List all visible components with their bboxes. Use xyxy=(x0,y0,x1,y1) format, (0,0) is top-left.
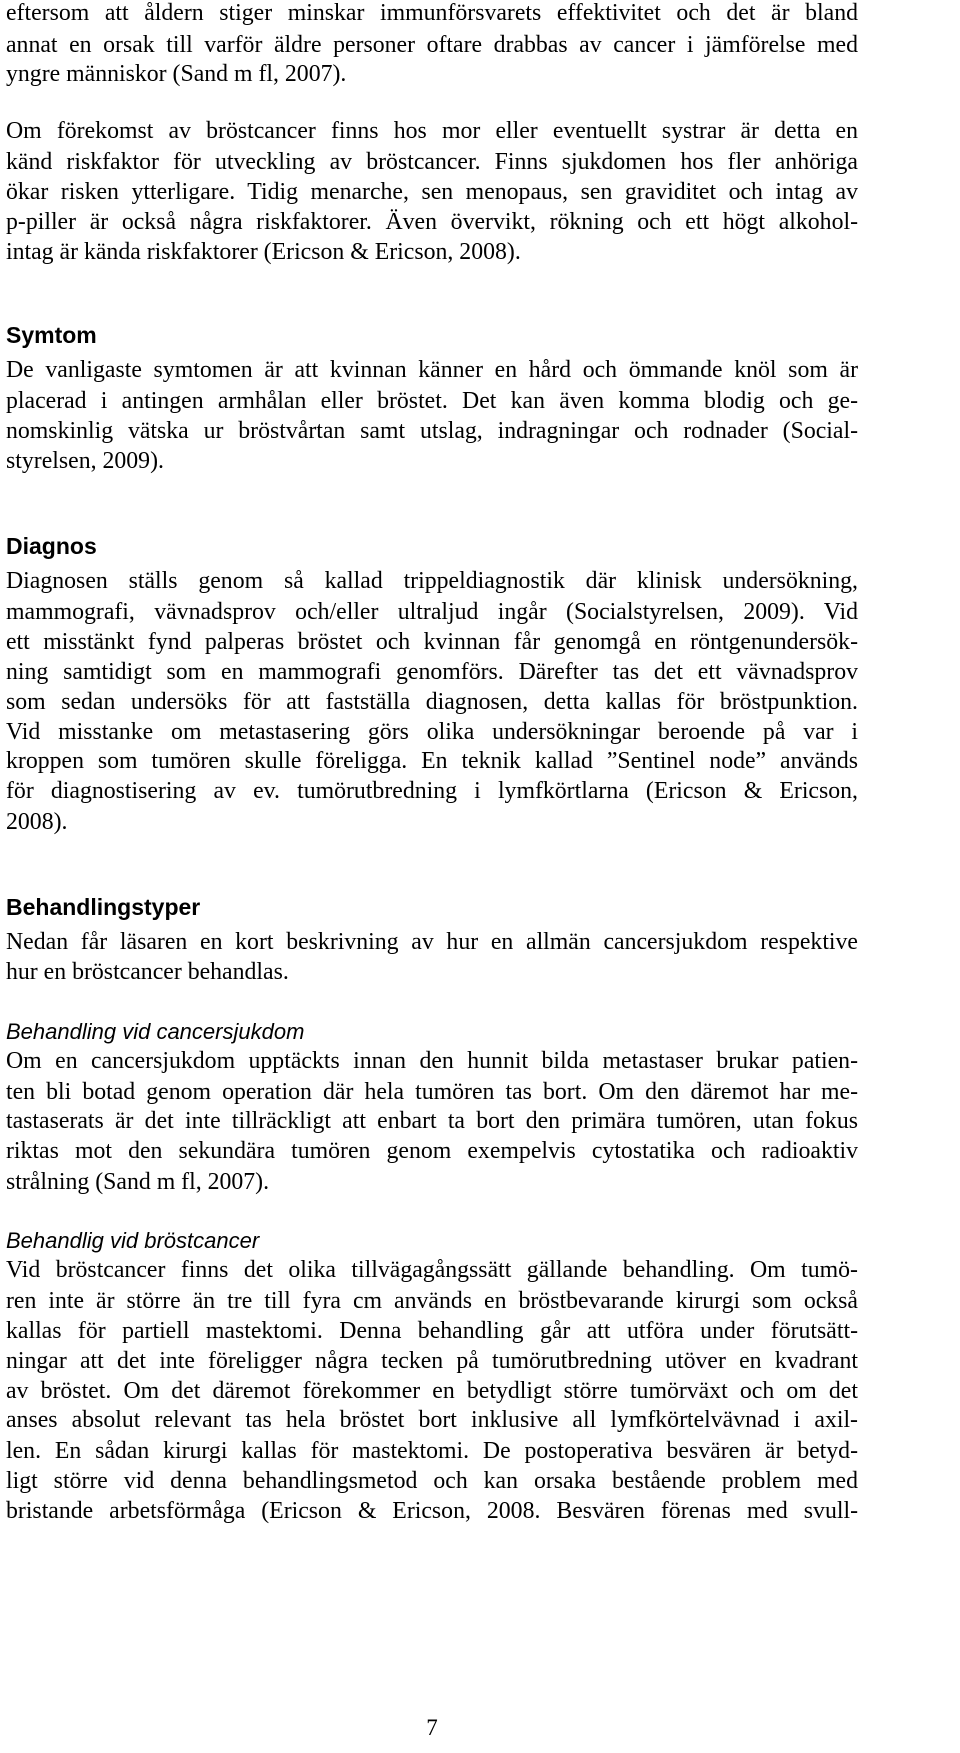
text-line: ning samtidigt som en mammografi genomförs. Därefter tas det ett vävnadsprov xyxy=(6,659,858,685)
text-line: för diagnostisering av ev. tumörutbredning i lymfkörtlarna (Ericson & Ericson, xyxy=(6,778,858,804)
section-heading-behandlingstyper: Behandlingstyper xyxy=(6,894,201,920)
text-line: ningar att det inte föreligger några tecken på tumörutbredning utöver en kvadrant xyxy=(6,1348,858,1374)
section-heading-symtom: Symtom xyxy=(6,322,97,348)
text-line: De vanligaste symtomen är att kvinnan känner en hård och ömmande knöl som är xyxy=(6,357,858,383)
text-line: kroppen som tumören skulle föreligga. En teknik kallad ”Sentinel node” används xyxy=(6,748,858,774)
text-line: av bröstet. Om det däremot förekommer en betydligt större tumörväxt och om det xyxy=(6,1378,858,1404)
text-line: riktas mot den sekundära tumören genom exempelvis cytostatika och radioaktiv xyxy=(6,1138,858,1164)
text-line: strålning (Sand m fl, 2007). xyxy=(6,1169,270,1195)
text-line: tastaserats är det inte tillräckligt att enbart ta bort den primära tumören, utan fokus xyxy=(6,1108,858,1134)
subsection-heading-brostcancer: Behandlig vid bröstcancer xyxy=(6,1228,260,1253)
text-line: mammografi, vävnadsprov och/eller ultraljud ingår (Socialstyrelsen, 2009). Vid xyxy=(6,599,858,625)
text-line: yngre människor (Sand m fl, 2007). xyxy=(6,61,347,87)
text-line: 2008). xyxy=(6,809,68,835)
text-line: Nedan får läsaren en kort beskrivning av hur en allmän cancersjukdom respektive xyxy=(6,929,858,955)
text-line: känd riskfaktor för utveckling av bröstcancer. Finns sjukdomen hos fler anhöriga xyxy=(6,149,858,175)
text-line: kallas för partiell mastektomi. Denna behandling går att utföra under förutsätt- xyxy=(6,1318,858,1344)
text-line: Om en cancersjukdom upptäckts innan den hunnit bilda metastaser brukar patien- xyxy=(6,1048,858,1074)
text-line: hur en bröstcancer behandlas. xyxy=(6,959,289,985)
text-line: som sedan undersöks för att fastställa diagnosen, detta kallas för bröstpunktion. xyxy=(6,689,858,715)
text-line: intag är kända riskfaktorer (Ericson & Ericson, 2008). xyxy=(6,239,521,265)
page-number: 7 xyxy=(426,1715,438,1740)
text-line: ligt större vid denna behandlingsmetod och kan orsaka bestående problem med xyxy=(6,1468,858,1494)
text-line: p-piller är också några riskfaktorer. Även övervikt, rökning och ett högt alkohol- xyxy=(6,209,858,235)
text-line: ten bli botad genom operation där hela tumören tas bort. Om den däremot har me- xyxy=(6,1079,858,1105)
section-heading-diagnos: Diagnos xyxy=(6,533,97,559)
text-line: len. En sådan kirurgi kallas för mastektomi. De postoperativa besvären är betyd- xyxy=(6,1438,858,1464)
text-line: placerad i antingen armhålan eller bröstet. Det kan även komma blodig och ge- xyxy=(6,388,858,414)
text-line: bristande arbetsförmåga (Ericson & Ericson, 2008. Besvären förenas med svull- xyxy=(6,1498,858,1524)
text-line: Vid misstanke om metastasering görs olika undersökningar beroende på var i xyxy=(6,719,858,745)
text-line: ren inte är större än tre till fyra cm används en bröstbevarande kirurgi som också xyxy=(6,1288,858,1314)
text-line: ökar risken ytterligare. Tidig menarche, sen menopaus, sen graviditet och intag av xyxy=(6,179,858,205)
text-line: nomskinlig vätska ur bröstvårtan samt utslag, indragningar och rodnader (Social- xyxy=(6,418,858,444)
text-line: styrelsen, 2009). xyxy=(6,448,164,474)
text-line: Diagnosen ställs genom så kallad trippeldiagnostik där klinisk undersökning, xyxy=(6,568,858,594)
text-line: eftersom att åldern stiger minskar immunförsvarets effektivitet och det är bland xyxy=(6,0,858,26)
text-line: Om förekomst av bröstcancer finns hos mor eller eventuellt systrar är detta en xyxy=(6,118,858,144)
text-line: anses absolut relevant tas hela bröstet bort inklusive all lymfkörtelvävnad i axil- xyxy=(6,1407,858,1433)
text-line: annat en orsak till varför äldre personer oftare drabbas av cancer i jämförelse med xyxy=(6,32,858,58)
text-line: Vid bröstcancer finns det olika tillvägagångssätt gällande behandling. Om tumö- xyxy=(6,1257,858,1283)
subsection-heading-cancersjukdom: Behandling vid cancersjukdom xyxy=(6,1019,305,1044)
text-line: ett misstänkt fynd palperas bröstet och kvinnan får genomgå en röntgenundersök- xyxy=(6,629,858,655)
